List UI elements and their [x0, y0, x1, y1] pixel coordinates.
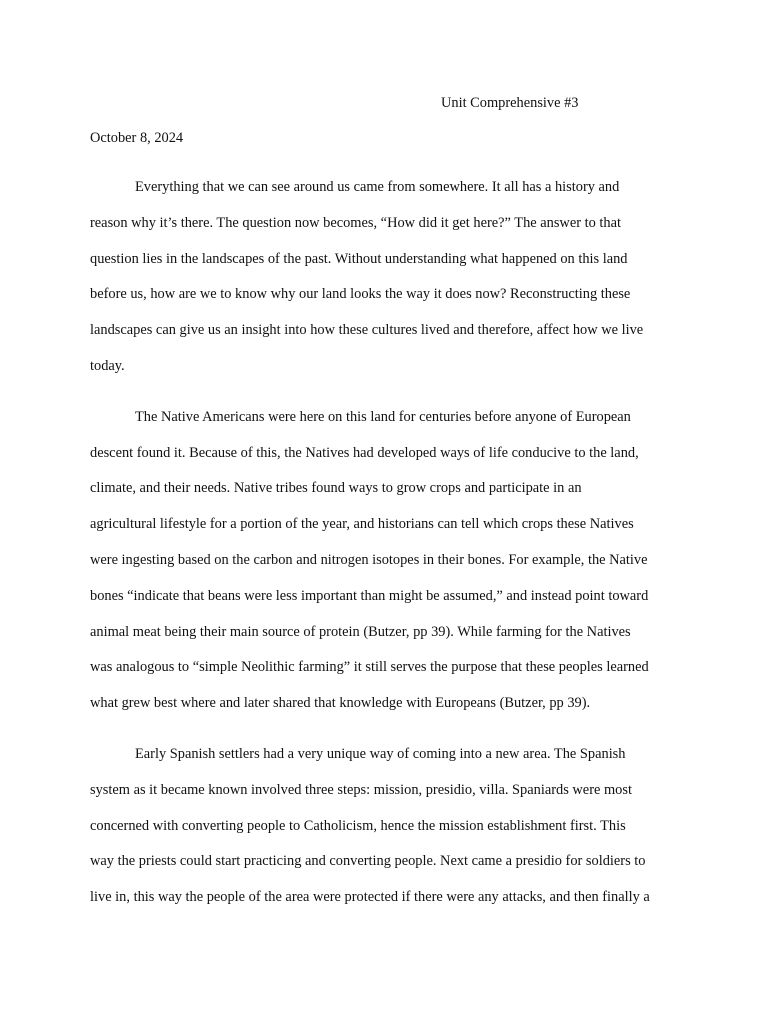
paragraph-line: system as it became known involved three steps: mission, presidio, villa. Spaniards were most: [90, 781, 632, 798]
paragraph-line: question lies in the landscapes of the past. Without understanding what happened on this land: [90, 250, 628, 267]
paragraph-line: today.: [90, 357, 125, 374]
paragraph: [90, 400, 678, 722]
paragraph-line: Everything that we can see around us came from somewhere. It all has a history and: [135, 179, 620, 195]
paragraph-line: The Native Americans were here on this land for centuries before anyone of European: [135, 408, 631, 425]
document-date: October 8, 2024: [90, 130, 184, 146]
paragraph: [90, 737, 678, 916]
paragraph-line: descent found it. Because of this, the Natives had developed ways of life conducive to the land,: [90, 444, 639, 461]
paragraph-line: live in, this way the people of the area were protected if there were any attacks, and then finally a: [90, 889, 650, 906]
paragraph-line: what grew best where and later shared that knowledge with Europeans (Butzer, pp 39).: [90, 695, 591, 712]
document-header-title: Unit Comprehensive #3: [441, 95, 579, 111]
paragraph-line: reason why it’s there. The question now becomes, “How did it get here?” The answer to that: [90, 214, 621, 231]
paragraph-line: Early Spanish settlers had a very unique way of coming into a new area. The Spanish: [135, 745, 626, 762]
paragraph-line: landscapes can give us an insight into how these cultures lived and therefore, affect how we live: [90, 322, 644, 339]
paragraph-line: way the priests could start practicing and converting people. Next came a presidio for soldiers to: [90, 853, 646, 870]
paragraph-line: climate, and their needs. Native tribes found ways to grow crops and participate in an: [90, 480, 582, 497]
paragraph-line: bones “indicate that beans were less important than might be assumed,” and instead point toward: [90, 587, 649, 604]
paragraph-line: were ingesting based on the carbon and nitrogen isotopes in their bones. For example, the Native: [90, 551, 648, 568]
paragraph-line: was analogous to “simple Neolithic farming” it still serves the purpose that these peoples learned: [90, 659, 649, 676]
paragraph-line: concerned with converting people to Catholicism, hence the mission establishment first. This: [90, 817, 626, 834]
paragraph-line: agricultural lifestyle for a portion of the year, and historians can tell which crops these Natives: [90, 516, 634, 533]
paragraph: [90, 170, 678, 385]
paragraph-line: animal meat being their main source of protein (Butzer, pp 39). While farming for the Natives: [90, 623, 631, 640]
paragraph-line: before us, how are we to know why our land looks the way it does now? Reconstructing these: [90, 286, 631, 303]
document-body: [90, 170, 678, 931]
